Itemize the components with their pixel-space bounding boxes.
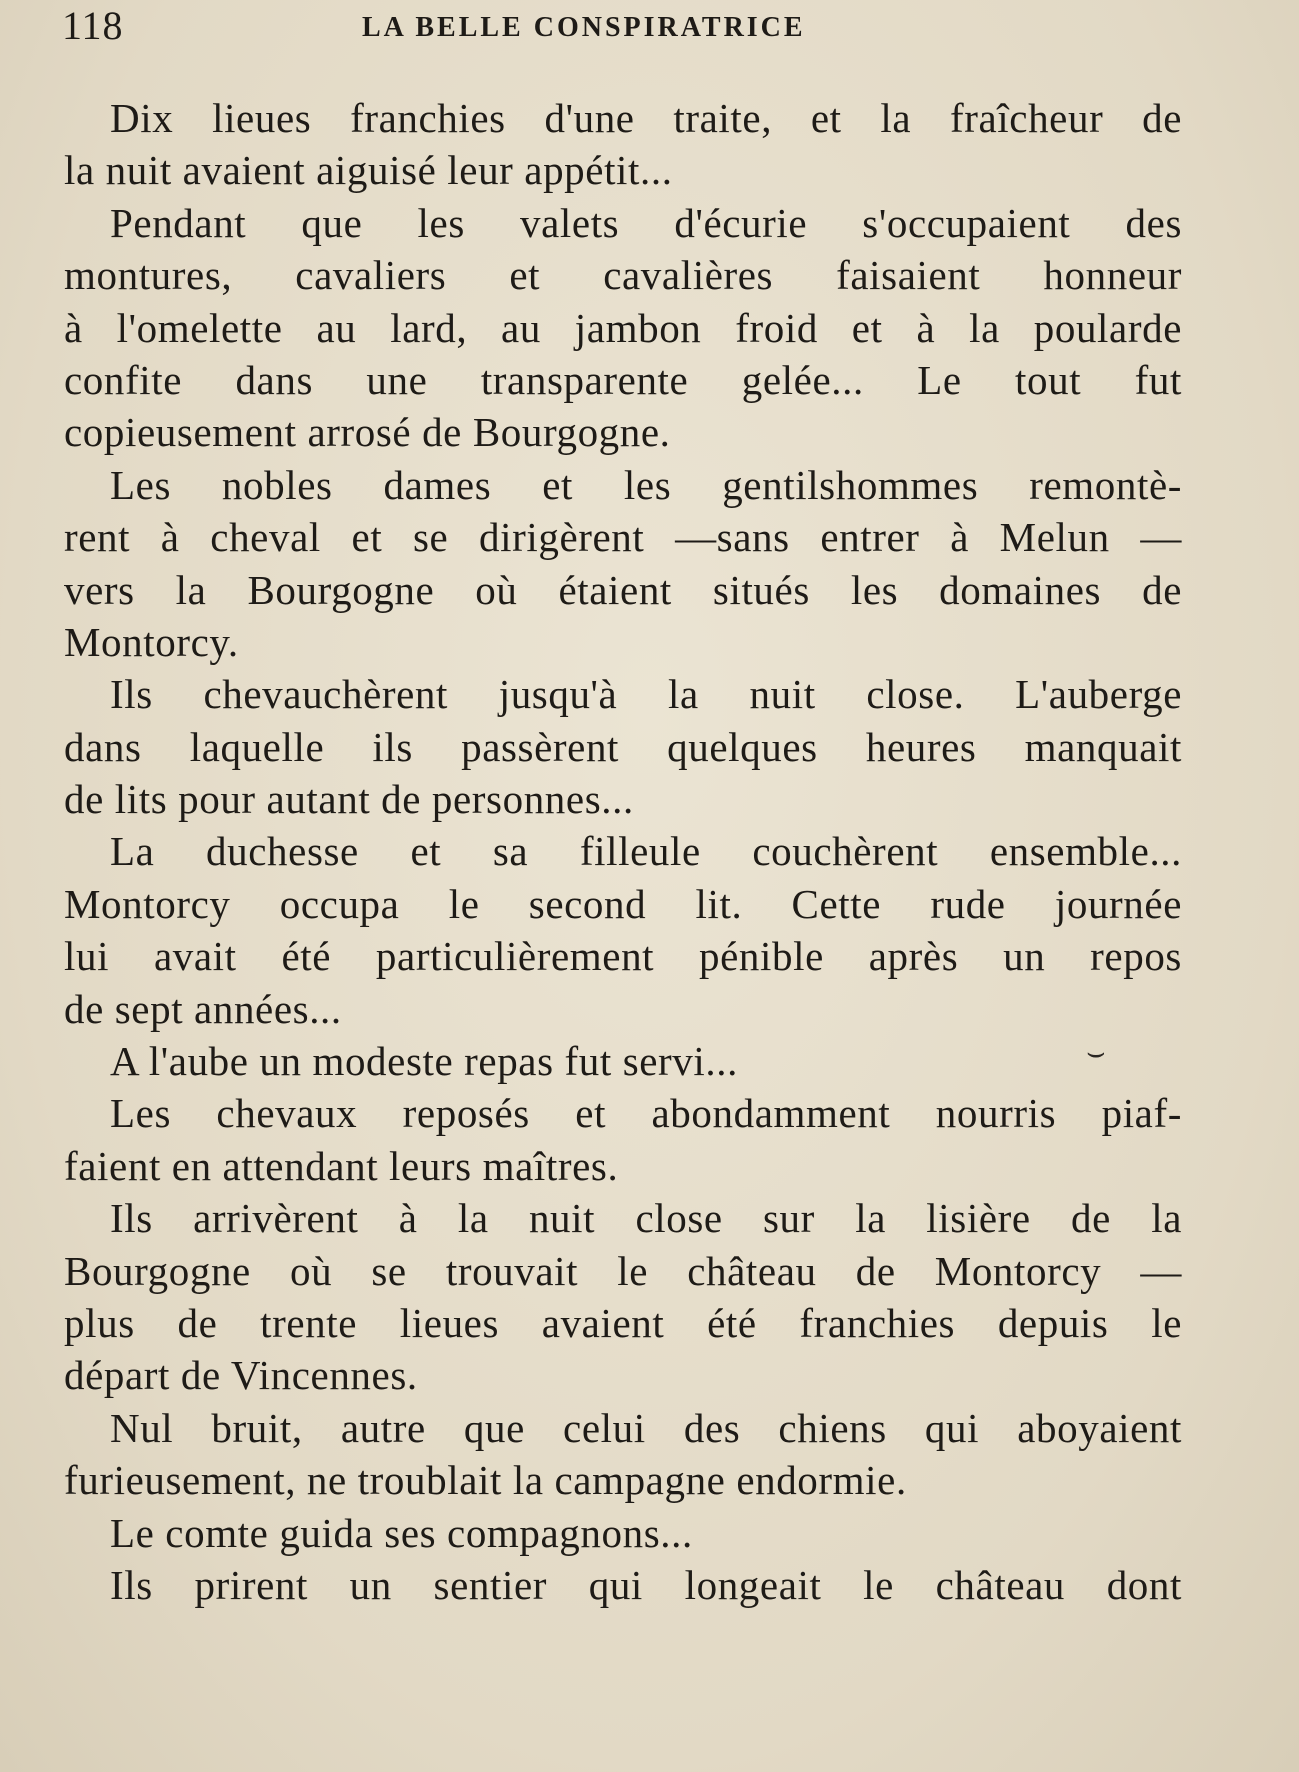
text-line: confite dans une transparente gelée... Le tout fut [64, 356, 1182, 403]
text-line: furieusement, ne troublait la campagne endormie. [64, 1457, 907, 1504]
text-line: vers la Bourgogne où étaient situés les domaines de [64, 566, 1182, 613]
text-line: Bourgogne où se trouvait le château de Montorcy — [64, 1247, 1182, 1294]
text-line: Nul bruit, autre que celui des chiens qui aboyaient [110, 1404, 1182, 1451]
text-line: plus de trente lieues avaient été franchies depuis le [64, 1299, 1182, 1346]
text-line: Les chevaux reposés et abondamment nourris piaf- [110, 1090, 1182, 1137]
text-line: de sept années... [64, 985, 342, 1032]
page-header [62, 4, 1182, 48]
text-line: Ils arrivèrent à la nuit close sur la lisière de la [110, 1195, 1182, 1242]
text-line: copieusement arrosé de Bourgogne. [64, 409, 671, 456]
text-line: rent à cheval et se dirigèrent —sans entrer à Melun — [64, 514, 1182, 561]
text-line: dans laquelle ils passèrent quelques heures manquait [64, 723, 1182, 770]
text-line: Le comte guida ses compagnons... [110, 1509, 693, 1556]
running-title: LA BELLE CONSPIRATRICE [362, 12, 806, 43]
text-line: Les nobles dames et les gentilshommes remontè- [110, 461, 1182, 508]
text-line: de lits pour autant de personnes... [64, 776, 634, 823]
text-line: Montorcy occupa le second lit. Cette rude journée [64, 880, 1182, 927]
page-number: 118 [62, 3, 124, 48]
text-line: à l'omelette au lard, au jambon froid et à la poularde [64, 304, 1182, 351]
ink-mark: ⌣ [1086, 1036, 1106, 1069]
text-line: Ils chevauchèrent jusqu'à la nuit close. L'auberge [110, 671, 1182, 718]
text-line: Montorcy. [64, 618, 239, 665]
text-line: Ils prirent un sentier qui longeait le château dont [110, 1561, 1182, 1608]
text-line: montures, cavaliers et cavalières faisaient honneur [64, 252, 1182, 299]
text-line: lui avait été particulièrement pénible après un repos [64, 933, 1182, 980]
text-line: faient en attendant leurs maîtres. [64, 1142, 619, 1189]
text-line: la nuit avaient aiguisé leur appétit... [64, 147, 673, 194]
text-line: Pendant que les valets d'écurie s'occupaient des [110, 199, 1182, 246]
text-line: Dix lieues franchies d'une traite, et la fraîcheur de [110, 95, 1182, 141]
text-line: A l'aube un modeste repas fut servi... [110, 1038, 738, 1085]
text-line: La duchesse et sa filleule couchèrent ensemble... [110, 828, 1182, 875]
body-text [64, 92, 1182, 1611]
text-line: départ de Vincennes. [64, 1352, 418, 1399]
